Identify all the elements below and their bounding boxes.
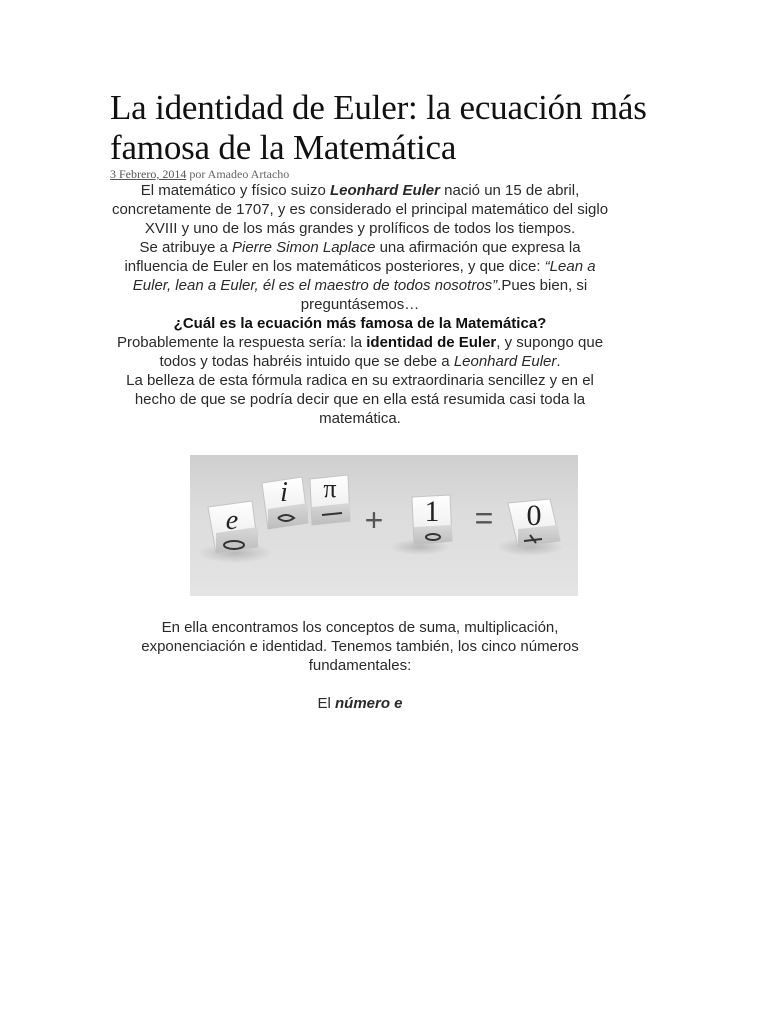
paragraph-laplace-mid: una afirmación que expresa la influencia de Euler en los matemáticos posteriores, y que dice: bbox=[124, 239, 581, 275]
die-one bbox=[412, 495, 452, 545]
article-lower bbox=[110, 618, 610, 713]
identity-name: identidad de Euler bbox=[366, 334, 497, 351]
die-e bbox=[208, 501, 258, 553]
question-heading: ¿Cuál es la ecuación más famosa de la Matemática? bbox=[173, 315, 547, 332]
numero-e-bold: número e bbox=[335, 695, 403, 712]
paragraph-intro-pre: El matemático y físico suizo bbox=[140, 182, 330, 199]
plus-sign: + bbox=[364, 502, 384, 538]
numero-e-pre: El bbox=[317, 695, 335, 712]
laplace-quote: “Lean a Euler, lean a Euler, él es el maestro de todos nosotros” bbox=[132, 258, 596, 294]
die-pi bbox=[310, 474, 350, 525]
euler-dice-image bbox=[190, 455, 578, 596]
die-e-glyph: e bbox=[225, 505, 239, 536]
article-title: La identidad de Euler: la ecuación más famosa de la Matemática bbox=[110, 88, 647, 167]
paragraph-laplace bbox=[110, 238, 610, 314]
paragraph-beauty: La belleza de esta fórmula radica en su extraordinaria sencillez y en el hecho de que se podría decir que en ella está resumida casi toda la matemática. bbox=[126, 372, 594, 427]
laplace-name: Pierre Simon Laplace bbox=[232, 239, 376, 256]
die-one-glyph: 1 bbox=[424, 495, 440, 528]
paragraph-concepts: En ella encontramos los conceptos de suma, multiplicación, exponenciación e identidad. Tenemos también, los cinco números fundamentales: bbox=[141, 619, 579, 674]
equals-sign: = bbox=[474, 500, 494, 536]
paragraph-laplace-pre: Se atribuye a bbox=[139, 239, 232, 256]
article-meta bbox=[110, 168, 654, 181]
paragraph-intro-post: nació un 15 de abril, concretamente de 1707, y es considerado el principal matemático del siglo XVIII y uno de los más grandes y prolíficos de todos los tiempos. bbox=[111, 182, 609, 237]
paragraph-answer-post: . bbox=[556, 353, 561, 370]
paragraph-laplace-post: .Pues bien, si preguntásemos… bbox=[300, 277, 588, 313]
numero-e-line bbox=[110, 694, 610, 713]
article-author: Amadeo Artacho bbox=[207, 167, 290, 181]
article bbox=[110, 88, 654, 428]
die-i-glyph: i bbox=[280, 477, 288, 508]
die-zero-glyph: 0 bbox=[526, 499, 542, 532]
paragraph-answer-pre: Probablemente la respuesta sería: la bbox=[116, 334, 367, 351]
article-body bbox=[110, 181, 610, 428]
article-by: por bbox=[186, 167, 208, 181]
die-i bbox=[262, 477, 308, 529]
euler-name-2: Leonhard Euler bbox=[453, 353, 557, 370]
euler-name: Leonhard Euler bbox=[329, 182, 440, 199]
die-pi-glyph: π bbox=[323, 474, 337, 503]
paragraph-answer-mid: , y supongo que todos y todas habréis intuido que se debe a bbox=[159, 334, 604, 370]
euler-dice-svg bbox=[190, 455, 578, 596]
article-date-link[interactable]: 3 Febrero, 2014 bbox=[110, 167, 187, 181]
paragraph-intro bbox=[110, 181, 610, 238]
paragraph-answer bbox=[110, 333, 610, 371]
